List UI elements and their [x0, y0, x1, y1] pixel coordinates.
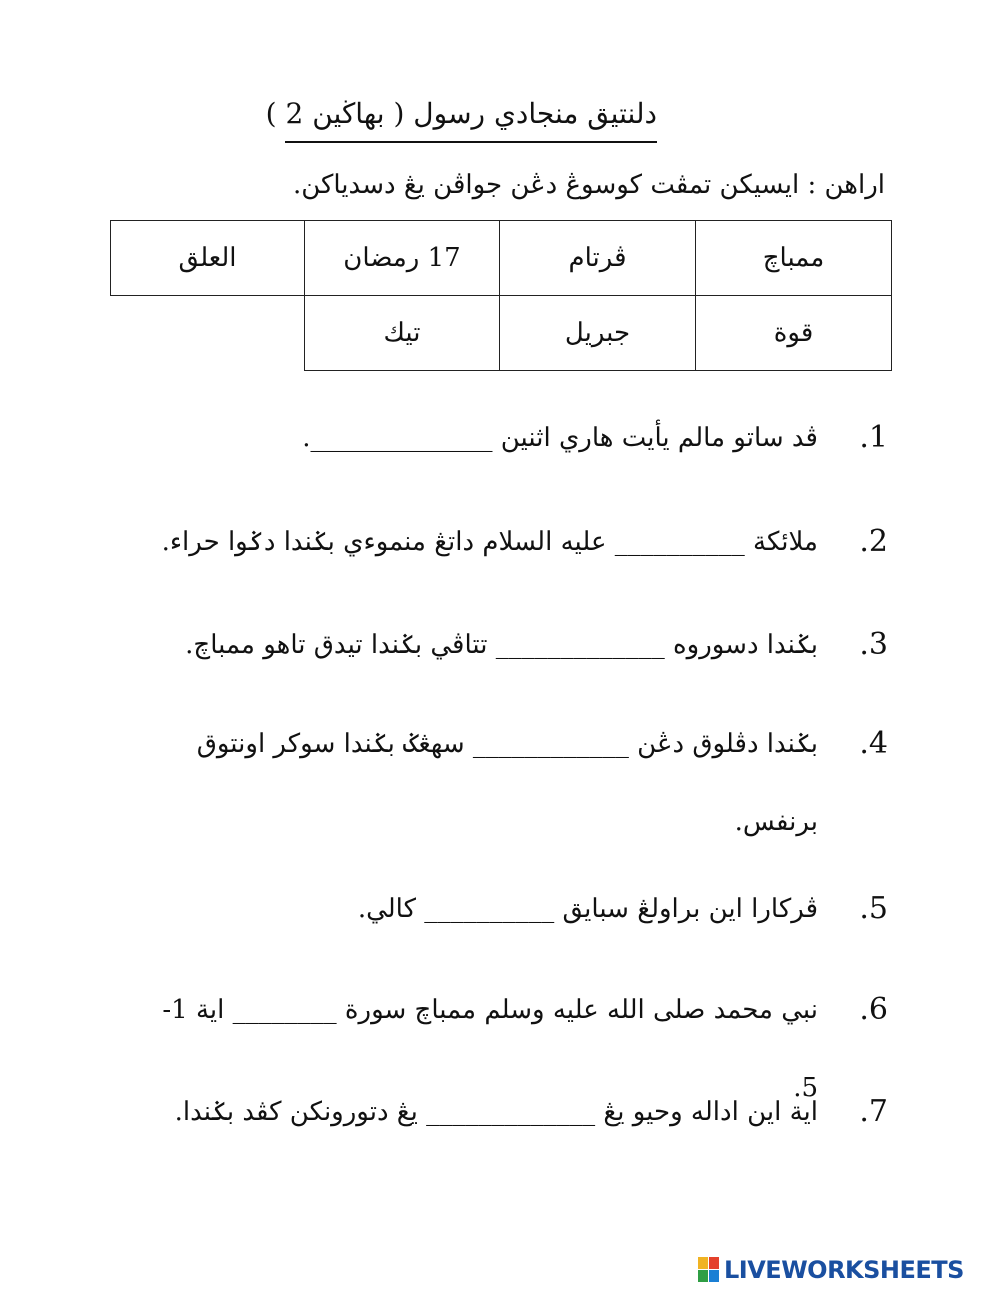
- word-bank-cell: ممباچ: [695, 220, 892, 296]
- title-underline: [285, 141, 657, 143]
- question-number: 3.: [859, 627, 888, 662]
- liveworksheets-logo-icon: [698, 1257, 720, 1283]
- word-bank-cell: العلق: [110, 220, 305, 296]
- question-number: 6.: [859, 992, 888, 1027]
- word-bank-cell: جبريل: [499, 295, 696, 371]
- question-number: 4.: [859, 726, 888, 761]
- question-text[interactable]: ملائكة __________ عليه السلام داتڠ منموءي بݢندا دݢوا حراء.: [161, 527, 818, 557]
- question-item: [140, 870, 888, 948]
- question-number: 5.: [859, 891, 888, 926]
- question-item: [140, 399, 888, 477]
- brand-name: LIVEWORKSHEETS: [724, 1256, 964, 1284]
- question-number: 7.: [859, 1094, 888, 1129]
- question-item: [140, 503, 888, 581]
- word-bank-cell: ڤرتام: [499, 220, 696, 296]
- question-number: 1.: [859, 420, 888, 455]
- question-text[interactable]: بݢندا دڤلوق دڠن ____________ سهڠݢ بݢندا سوكر اونتوق برنفس.: [196, 729, 818, 837]
- question-item: [140, 606, 888, 684]
- question-text[interactable]: ڤركارا اين براولڠ سبايق __________ كالي.: [357, 894, 818, 924]
- question-item: [140, 705, 888, 861]
- question-text[interactable]: نبي محمد صلى الله عليه وسلم ممباچ سورة ________ اية 1-5.: [162, 995, 818, 1103]
- instruction-text: اراهن : ايسيكن تمڤت كوسوڠ دڠن جواڤن يڠ دسدياكن.: [292, 170, 885, 200]
- word-bank-cell: 17 رمضان: [304, 220, 500, 296]
- liveworksheets-brand[interactable]: [698, 1254, 994, 1286]
- word-bank-cell: قوة: [695, 295, 892, 371]
- question-item: [140, 1073, 888, 1151]
- question-number: 2.: [859, 524, 888, 559]
- word-bank-table: [110, 220, 892, 372]
- question-text[interactable]: اية اين اداله وحيو يڠ _____________ يڠ دتورونكن كڤد بݢندا.: [174, 1097, 818, 1127]
- question-text[interactable]: ڤد ساتو مالم يأيت هاري اثنين ______________.: [302, 423, 818, 453]
- question-text[interactable]: بݢندا دسوروه _____________ تتاڤي بݢندا تيدق تاهو ممباچ.: [185, 630, 818, 660]
- word-bank-cell: تيك: [304, 295, 500, 371]
- worksheet-title: دلنتيق منجادي رسول ( بهاڬين 2 ): [265, 97, 657, 130]
